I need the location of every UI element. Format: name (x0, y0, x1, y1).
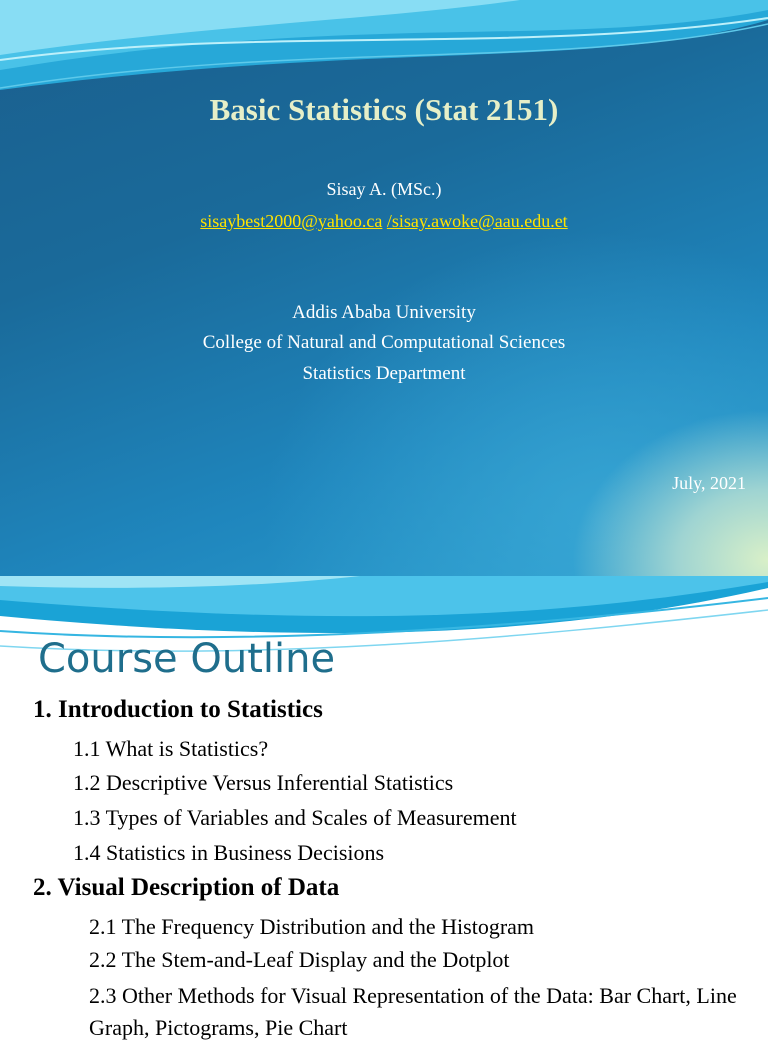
author-emails (0, 211, 768, 232)
author-name: Sisay A. (MSc.) (326, 179, 442, 199)
outline-item-1-2: 1.2 Descriptive Versus Inferential Statistics (73, 770, 454, 795)
university-name: Addis Ababa University (292, 302, 476, 323)
outline-item-2-3: 2.3 Other Methods for Visual Representation of the Data: Bar Chart, Line Graph, Pictograms, Pie Chart (89, 983, 737, 1040)
college-name: College of Natural and Computational Sciences (202, 332, 566, 353)
section-heading-1: 1. Introduction to Statistics (33, 696, 323, 723)
presentation-date: July, 2021 (672, 473, 746, 493)
outline-item-1-1: 1.1 What is Statistics? (73, 736, 269, 761)
email-link-aau[interactable]: /sisay.awoke@aau.edu.et (386, 211, 568, 231)
outline-title: Course Outline (38, 636, 336, 682)
department-name: Statistics Department (302, 363, 466, 384)
outline-item-1-3: 1.3 Types of Variables and Scales of Measurement (73, 805, 517, 830)
outline-item-1-4: 1.4 Statistics in Business Decisions (73, 840, 385, 865)
section-heading-2: 2. Visual Description of Data (33, 874, 340, 901)
outline-slide (0, 576, 768, 1040)
slide-title: Basic Statistics (Stat 2151) (209, 92, 559, 127)
outline-item-2-2: 2.2 The Stem-and-Leaf Display and the Dotplot (89, 947, 510, 972)
email-link-yahoo[interactable]: sisaybest2000@yahoo.ca (200, 211, 383, 231)
outline-item-2-1: 2.1 The Frequency Distribution and the Histogram (89, 914, 535, 939)
